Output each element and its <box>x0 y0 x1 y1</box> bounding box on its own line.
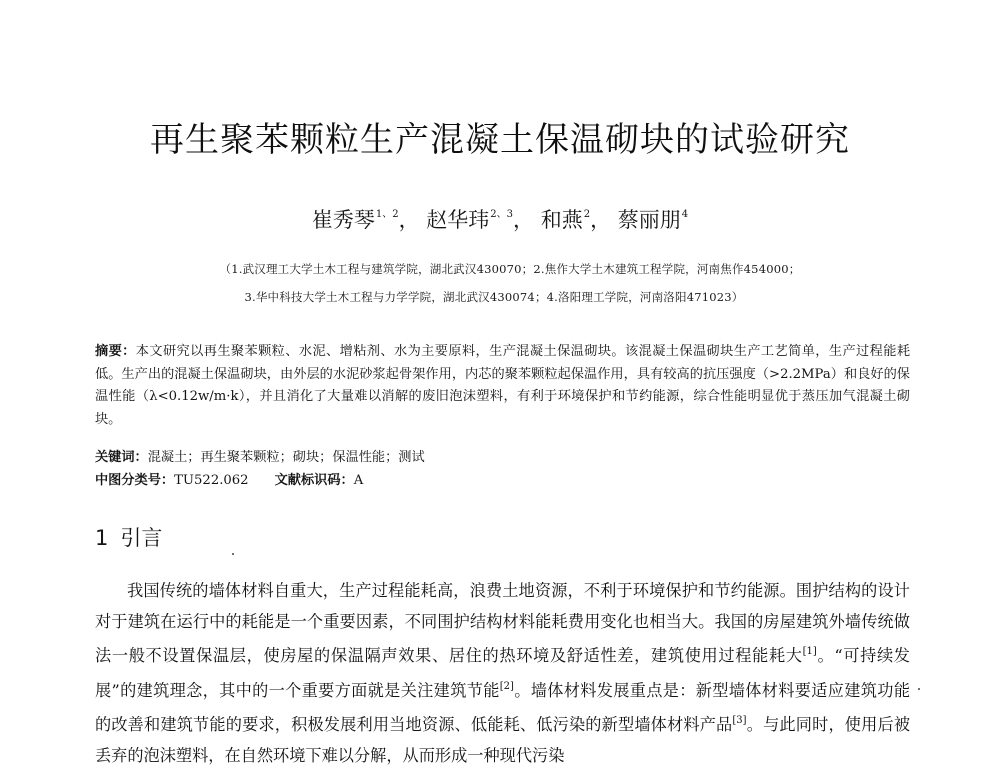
keywords-text: 混凝土；再生聚苯颗粒；砌块；保温性能；测试 <box>147 450 425 465</box>
paragraph-text: 。墙体材料发展重点是：新型墙体材料要适应建筑功能的改善和建筑节能的要求，积极发展利用当地资源、低能耗、低污染的新型墙体材料产品 <box>95 680 911 734</box>
clc-label: 中图分类号： <box>95 473 175 488</box>
classification-line <box>95 469 363 488</box>
author-name: 和燕 <box>540 208 583 232</box>
author-separator: ， <box>398 208 420 232</box>
paper-title: 再生聚苯颗粒生产混凝土保温砌块的试验研究 <box>150 120 850 160</box>
abstract-text: 本文研究以再生聚苯颗粒、水泥、增粘剂、水为主要原料，生产混凝土保温砌块。该混凝土保温砌块生产工艺简单，生产过程能耗低。生产出的混凝土保温砌块，由外层的水泥砂浆起骨架作用，内芯的聚苯颗粒起保温作用，具有较高的抗压强度（>2.2MPa）和良好的保温性能（λ<0.12w/m·k），并且消化了大量难以消解的废旧泡沫塑料，有利于环境保护和节约能源，综合性能明显优于蒸压加气混凝土砌块。 <box>95 344 911 427</box>
abstract <box>95 341 910 431</box>
clc-value: TU522.062 <box>174 473 249 488</box>
author-separator: ， <box>590 208 612 232</box>
section-number: 1 <box>95 526 109 550</box>
author-name: 赵华玮 <box>426 208 490 232</box>
author-name: 崔秀琴 <box>311 208 375 232</box>
author-separator: ， <box>513 208 535 232</box>
author-affiliation-mark: 2、3 <box>490 209 514 220</box>
introduction-paragraph <box>95 576 910 771</box>
author-affiliation-mark: 2 <box>583 209 591 220</box>
author-list <box>0 204 1000 234</box>
keywords <box>95 446 425 465</box>
paragraph-text: 我国传统的墙体材料自重大，生产过程能耗高，浪费土地资源，不利于环境保护和节约能源。围护结构的设计对于建筑在运行中的耗能是一个重要因素，不同围护结构材料能耗费用变化也相当大。我国的房屋建筑外墙传统做法一般不设置保温层，使房屋的保温隔声效果、居住的热环境及舒适性差，建筑使用过程能耗大 <box>95 581 910 665</box>
citation-mark: [2] <box>499 680 514 692</box>
citation-mark: [1] <box>802 646 817 657</box>
keywords-label: 关键词： <box>95 450 148 465</box>
section-title: 引言 <box>120 526 163 550</box>
affiliation-line-2: 3.华中科技大学土木工程与力学学院，湖北武汉430074；4.洛阳理工学院，河南洛阳471023） <box>244 290 744 304</box>
author-name: 蔡丽朋 <box>617 208 681 232</box>
paragraph-text: 。与此同时，使用后被丢弃的泡沫塑料，在自然环境下难以分解，从而形成一种现代污染 <box>95 715 911 765</box>
doc-code-label: 文献标识码： <box>274 473 354 488</box>
paragraph-text: 。“可持续发展”的建筑理念，其中的一个重要方面就是关注建筑节能 <box>95 646 910 700</box>
scan-speck <box>918 688 920 690</box>
author-affiliation-mark: 4 <box>681 209 689 220</box>
abstract-label: 摘要： <box>95 344 136 359</box>
author-affiliation-mark: 1、2 <box>375 209 399 220</box>
doc-code-value: A <box>353 473 364 488</box>
section-heading-introduction <box>95 522 162 552</box>
affiliation-line-1: （1.武汉理工大学土木工程与建筑学院，湖北武汉430070；2.焦作大学土木建筑工程学院，河南焦作454000； <box>219 262 801 276</box>
scan-speck <box>232 553 234 555</box>
citation-mark: [3] <box>732 715 747 726</box>
